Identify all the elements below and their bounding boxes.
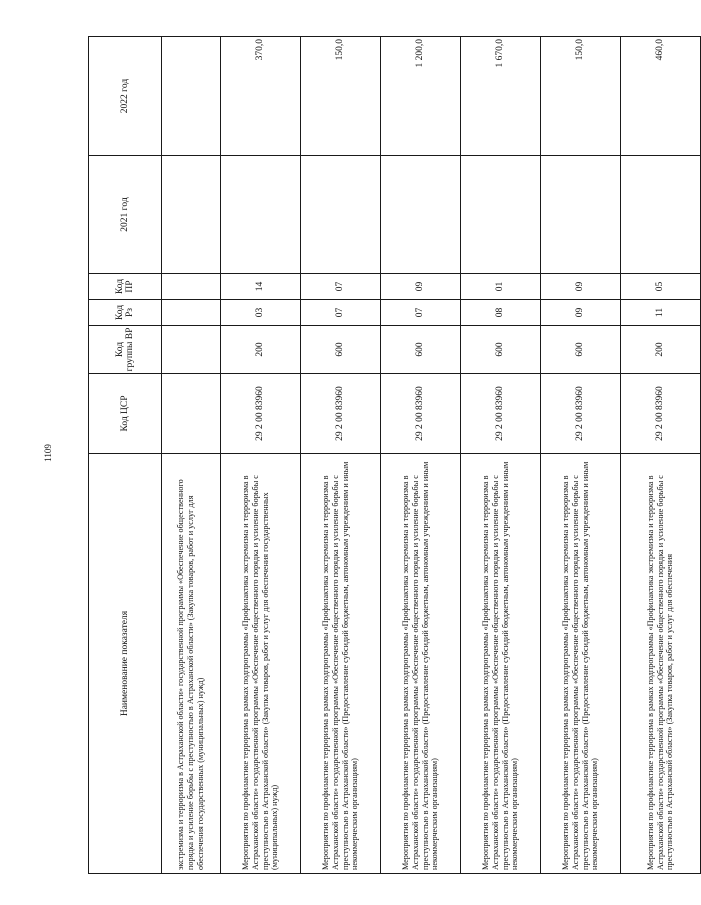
cell-2022: 150,0 — [541, 37, 621, 156]
cell-pr: 01 — [461, 274, 541, 300]
header-vr: Код группы ВР — [89, 326, 162, 374]
cell-2021 — [461, 156, 541, 274]
cell-rz: 08 — [461, 300, 541, 326]
rotated-table-container — [88, 37, 675, 874]
cell-pr: 07 — [301, 274, 381, 300]
cell-name: Мероприятия по профилактике терроризма в рамках подпрограммы «Профилактика экстремизма и терроризма в Астраханской области» государственной программы «Обеспечение общественного порядка и усиление борьбы с преступностью в Астраханской области» (Предоставление субсидий бюджетным, автономным учреждениям и иным некоммерческим организациям) — [461, 454, 541, 874]
page-number: 1109 — [42, 444, 53, 462]
header-rz: Код Рз — [89, 300, 162, 326]
header-csr: Код ЦСР — [89, 374, 162, 454]
cell-pr: 09 — [381, 274, 461, 300]
cell-csr: 29 2 00 83960 — [461, 374, 541, 454]
cell-vr: 200 — [621, 326, 701, 374]
cell-csr: 29 2 00 83960 — [541, 374, 621, 454]
cell-csr: 29 2 00 83960 — [381, 374, 461, 454]
table-row — [381, 37, 461, 874]
cell-name: экстремизма и терроризма в Астраханской области» государственной программы «Обеспечение общественного порядка и усиление борьбы с преступностью в Астраханской области» (Закупка товаров, работ и услуг для обеспечения государственных (муниципальных) нужд) — [162, 454, 221, 874]
cell-2021 — [162, 156, 221, 274]
cell-2021 — [541, 156, 621, 274]
cell-name: Мероприятия по профилактике терроризма в рамках подпрограммы «Профилактика экстремизма и терроризма в Астраханской области» государственной программы «Обеспечение общественного порядка и усиление борьбы с преступностью в Астраханской области» (Закупка товаров, работ и услуг для обеспечения государственных (муниципальных) нужд) — [221, 454, 301, 874]
cell-rz: 09 — [541, 300, 621, 326]
cell-csr: 29 2 00 83960 — [301, 374, 381, 454]
table-row — [162, 37, 221, 874]
cell-rz: 07 — [301, 300, 381, 326]
cell-2021 — [621, 156, 701, 274]
table-row — [461, 37, 541, 874]
cell-vr: 600 — [381, 326, 461, 374]
budget-table — [88, 36, 701, 874]
cell-csr — [162, 374, 221, 454]
cell-csr: 29 2 00 83960 — [621, 374, 701, 454]
header-pr: Код ПР — [89, 274, 162, 300]
table-row — [621, 37, 701, 874]
cell-2022: 460,0 — [621, 37, 701, 156]
table-row — [541, 37, 621, 874]
cell-2021 — [301, 156, 381, 274]
cell-2021 — [381, 156, 461, 274]
cell-vr: 600 — [461, 326, 541, 374]
cell-2022 — [162, 37, 221, 156]
cell-vr: 200 — [221, 326, 301, 374]
cell-vr: 600 — [541, 326, 621, 374]
cell-csr: 29 2 00 83960 — [221, 374, 301, 454]
cell-vr — [162, 326, 221, 374]
cell-rz: 03 — [221, 300, 301, 326]
cell-2021 — [221, 156, 301, 274]
cell-rz: 07 — [381, 300, 461, 326]
cell-name: Мероприятия по профилактике терроризма в рамках подпрограммы «Профилактика экстремизма и терроризма в Астраханской области» государственной программы «Обеспечение общественного порядка и усиление борьбы с преступностью в Астраханской области» (Предоставление субсидий бюджетным, автономным учреждениям и иным некоммерческим организациям) — [541, 454, 621, 874]
cell-pr: 05 — [621, 274, 701, 300]
header-name: Наименование показателя — [89, 454, 162, 874]
cell-name: Мероприятия по профилактике терроризма в рамках подпрограммы «Профилактика экстремизма и терроризма в Астраханской области» государственной программы «Обеспечение общественного порядка и усиление борьбы с преступностью в Астраханской области» (Предоставление субсидий бюджетным, автономным учреждениям и иным некоммерческим организациям) — [381, 454, 461, 874]
cell-name: Мероприятия по профилактике терроризма в рамках подпрограммы «Профилактика экстремизма и терроризма в Астраханской области» государственной программы «Обеспечение общественного порядка и усиление борьбы с преступностью в Астраханской области» (Закупка товаров, работ и услуг для обеспечения — [621, 454, 701, 874]
header-row — [89, 37, 162, 874]
cell-rz — [162, 300, 221, 326]
cell-pr: 09 — [541, 274, 621, 300]
cell-2022: 370,0 — [221, 37, 301, 156]
cell-name: Мероприятия по профилактике терроризма в рамках подпрограммы «Профилактика экстремизма и терроризма в Астраханской области» государственной программы «Обеспечение общественного порядка и усиление борьбы с преступностью в Астраханской области» (Предоставление субсидий бюджетным, автономным учреждениям и иным некоммерческим организациям) — [301, 454, 381, 874]
cell-2022: 1 200,0 — [381, 37, 461, 156]
table-row — [301, 37, 381, 874]
header-2022: 2022 год — [89, 37, 162, 156]
cell-vr: 600 — [301, 326, 381, 374]
cell-2022: 1 670,0 — [461, 37, 541, 156]
cell-2022: 150,0 — [301, 37, 381, 156]
cell-pr — [162, 274, 221, 300]
header-2021: 2021 год — [89, 156, 162, 274]
cell-rz: 11 — [621, 300, 701, 326]
cell-pr: 14 — [221, 274, 301, 300]
table-row — [221, 37, 301, 874]
